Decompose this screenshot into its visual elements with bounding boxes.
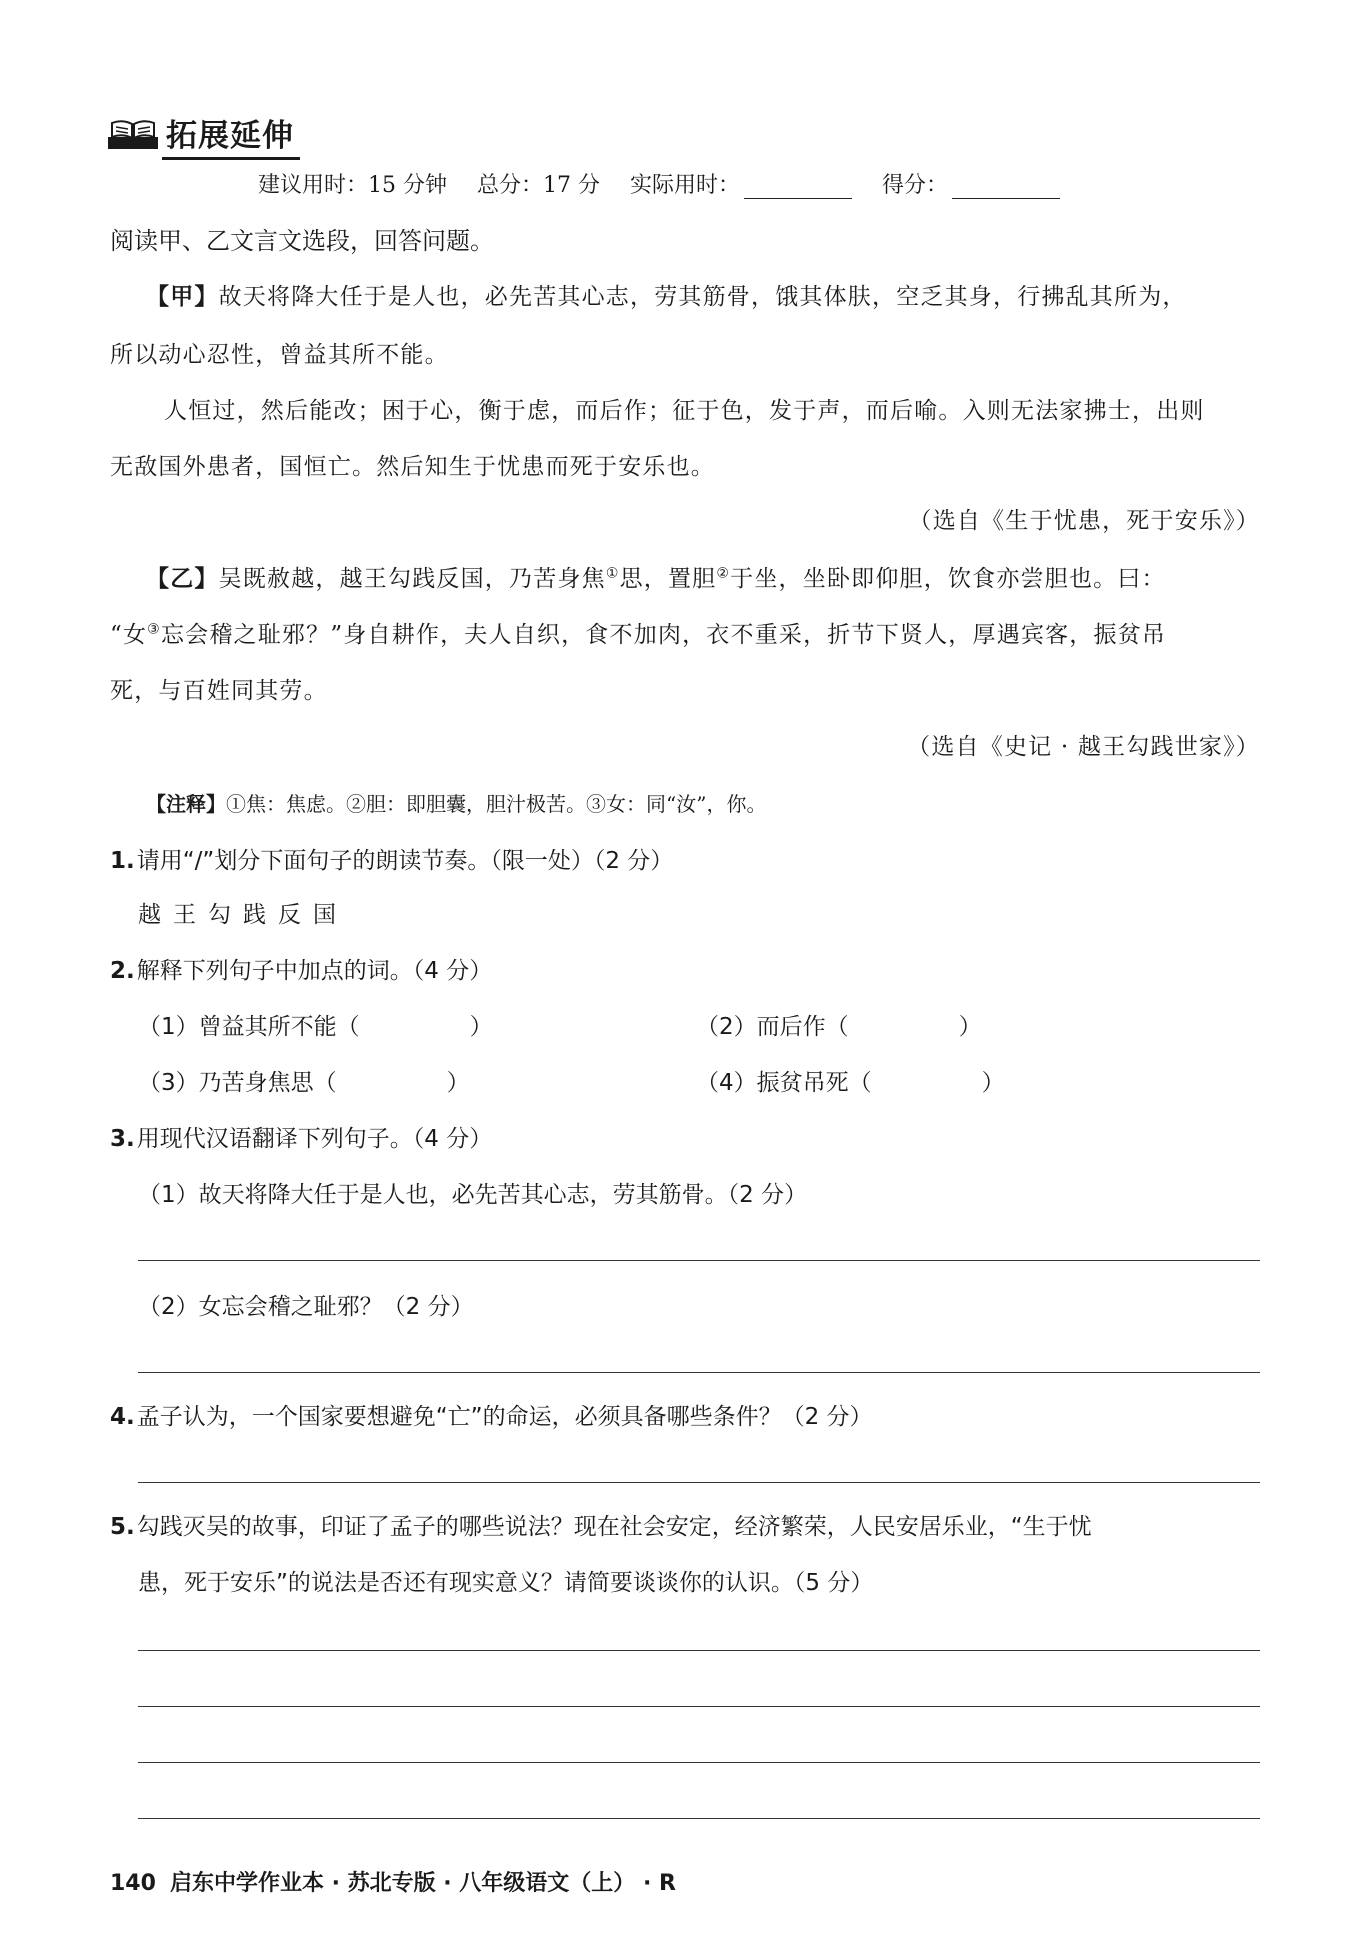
section-header <box>108 110 300 160</box>
question-5: 5.勾践灭吴的故事，印证了孟子的哪些说法？现在社会安定，经济繁荣，人民安居乐业，“生于忧 <box>110 1514 1092 1540</box>
passage-a-line-4: 无敌国外患者，国恒亡。然后知生于忧患而死于安乐也。 <box>110 454 715 480</box>
answer-line-q5-3[interactable] <box>138 1762 1260 1763</box>
score-blank[interactable] <box>952 174 1060 199</box>
question-5-line-2: 患，死于安乐”的说法是否还有现实意义？请简要谈谈你的认识。（5 分） <box>138 1570 874 1596</box>
question-3-sub-2: （2）女忘会稽之耻邪？（2 分） <box>138 1294 474 1320</box>
passage-b-tag: 【乙】 <box>146 566 219 592</box>
question-2: 2.解释下列句子中加点的词。（4 分） <box>110 958 493 984</box>
page-footer <box>110 1866 676 1897</box>
question-1: 1.请用“/”划分下面句子的朗读节奏。（限一处）（2 分） <box>110 848 674 874</box>
answer-line-q5-2[interactable] <box>138 1706 1260 1707</box>
notes <box>146 788 1296 819</box>
score-label: 得分： <box>882 173 949 198</box>
total-score: 总分：17 分 <box>477 173 600 198</box>
passage-b-source: （选自《史记 · 越王勾践世家》） <box>907 734 1260 760</box>
passage-a-tag: 【甲】 <box>146 284 219 310</box>
passage-b-line-1: 【乙】吴既赦越，越王勾践反国，乃苦身焦①思，置胆②于坐，坐卧即仰胆，饮食亦尝胆也。曰： <box>146 565 1166 592</box>
page-number: 140 <box>110 1871 156 1896</box>
passage-b-line-3: 死，与百姓同其劳。 <box>110 678 328 704</box>
actual-time-label: 实际用时： <box>630 173 741 198</box>
question-3: 3.用现代汉语翻译下列句子。（4 分） <box>110 1126 493 1152</box>
answer-line-q3-1[interactable] <box>138 1260 1260 1261</box>
question-3-sub-1: （1）故天将降大任于是人也，必先苦其心志，劳其筋骨。（2 分） <box>138 1182 808 1208</box>
footnote-marker-1: ① <box>605 565 620 582</box>
question-2-item-3[interactable]: （3）乃苦身焦思（ ） <box>138 1070 470 1096</box>
answer-line-q5-4[interactable] <box>138 1818 1260 1819</box>
question-2-item-2[interactable]: （2）而后作（ ） <box>696 1014 982 1040</box>
question-2-item-4[interactable]: （4）振贫吊死（ ） <box>696 1070 1005 1096</box>
notes-label: 【注释】 <box>146 792 226 816</box>
suggested-time: 建议用时：15 分钟 <box>258 173 447 198</box>
meta-row <box>258 168 1060 199</box>
passage-b-line-2: “女③忘会稽之耻邪？”身自耕作，夫人自织，食不加肉，衣不重采，折节下贤人，厚遇宾客，振贫吊 <box>110 621 1167 648</box>
answer-line-q3-2[interactable] <box>138 1372 1260 1373</box>
footnote-marker-3: ③ <box>147 621 161 638</box>
passage-a-line-3: 人恒过，然后能改；困于心，衡于虑，而后作；征于色，发于声，而后喻。入则无法家拂士，出则 <box>164 398 1205 424</box>
footnote-marker-2: ② <box>716 565 731 582</box>
book-title: 启东中学作业本 · 苏北专版 · 八年级语文（上） · R <box>169 1871 676 1896</box>
passage-a-line-1: 【甲】故天将降大任于是人也，必先苦其心志，劳其筋骨，饿其体肤，空乏其身，行拂乱其所为， <box>146 284 1187 310</box>
answer-line-q4[interactable] <box>138 1482 1260 1483</box>
question-4: 4.孟子认为，一个国家要想避免“亡”的命运，必须具备哪些条件？（2 分） <box>110 1404 873 1430</box>
instruction: 阅读甲、乙文言文选段，回答问题。 <box>110 227 494 255</box>
passage-a-source: （选自《生于忧患，死于安乐》） <box>908 508 1260 534</box>
question-2-item-1[interactable]: （1）曾益其所不能（ ） <box>138 1014 493 1040</box>
answer-line-q5-1[interactable] <box>138 1650 1260 1651</box>
section-title: 拓展延伸 <box>162 110 300 160</box>
actual-time-blank[interactable] <box>744 174 852 199</box>
open-book-icon <box>108 117 158 153</box>
question-1-sentence[interactable]: 越王勾践反国 <box>138 902 348 928</box>
notes-text: ①焦：焦虑。②胆：即胆囊，胆汁极苦。③女：同“汝”，你。 <box>226 792 767 816</box>
passage-a-line-2: 所以动心忍性，曾益其所不能。 <box>110 342 449 368</box>
